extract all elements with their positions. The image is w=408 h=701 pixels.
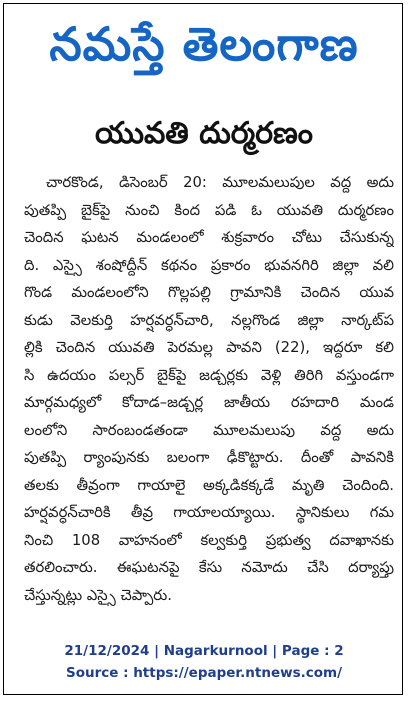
article-line: మార్గమధ్యలో కోదాడ–జడ్చర్ల జాతీయ రహదారి మండ xyxy=(24,394,394,411)
clipping-frame xyxy=(3,3,403,695)
article-line: కుడు వెలకుర్తి హర్షవర్ధన్‌చారి, నల్లగొండ జిల్లా నార్కట్‌ప xyxy=(24,311,394,329)
publication-meta: 21/12/2024 | Nagarkurnool | Page : 2 xyxy=(64,643,344,659)
article-line: నించి 108 వాహనంలో కల్వకుర్తి ప్రభుత్వ దవాఖానకు xyxy=(24,531,394,549)
article-line: తరలించారు. ఈఘటనపై కేసు నమోదు చేసి దర్యాప్తు xyxy=(24,559,394,576)
source-link[interactable]: Source : https://epaper.ntnews.com/ xyxy=(65,665,343,681)
article-line: చారకొండ, డిసెంబర్ 20: మూలమలుపుల వద్ద అదు xyxy=(46,174,394,191)
article-line: ది. ఎస్సై శంషోద్దీన్ కథనం ప్రకారం భువనగిరి జిల్లా వలి xyxy=(24,256,394,274)
article-headline: యువతి దుర్మరణం xyxy=(95,116,313,151)
article-line: లంలోని సారంబండతండా మూలమలుపు వద్ద అదు xyxy=(24,421,394,439)
article-line: గొండ మండలంలోని గొల్లపల్లి గ్రామానికి చెందిన యువ xyxy=(24,284,394,301)
newspaper-masthead: నమస్తే తెలంగాణ xyxy=(49,17,359,71)
article-line: ల్లికి చెందిన యువతి పెరమల్ల పావని (22), ఇద్దరూ కలి xyxy=(24,339,394,356)
article-line: చెందిన ఘటన మండలంలో శుక్రవారం చోటు చేసుకున్న xyxy=(24,229,394,246)
clipping-footer xyxy=(4,640,404,684)
article-line: పుతప్పి బైక్‌పై నుంచి కింద పడి ఓ యువతి దుర్మరణం xyxy=(24,201,394,219)
article-line: సి ఉదయం పల్సర్ బైక్‌పై జడ్చర్లకు వెళ్లి తిరిగి వస్తుండగా xyxy=(24,366,394,384)
article-body xyxy=(24,169,394,609)
article-line: హర్షవర్ధన్‌చారికి తీవ్ర గాయాలయ్యాయి. స్థానికులు గమ xyxy=(24,504,394,521)
article-line: చేస్తున్నట్లు ఎస్సై చెప్పారు. xyxy=(24,586,172,604)
article-line: పుతప్పి ర్యాంపునకు బలంగా ఢీకొట్టారు. దీంతో పావనికి xyxy=(24,449,394,466)
article-line: తలకు తీవ్రంగా గాయాలై అక్కడికక్కడే మృతి చెందింది. xyxy=(24,476,394,494)
